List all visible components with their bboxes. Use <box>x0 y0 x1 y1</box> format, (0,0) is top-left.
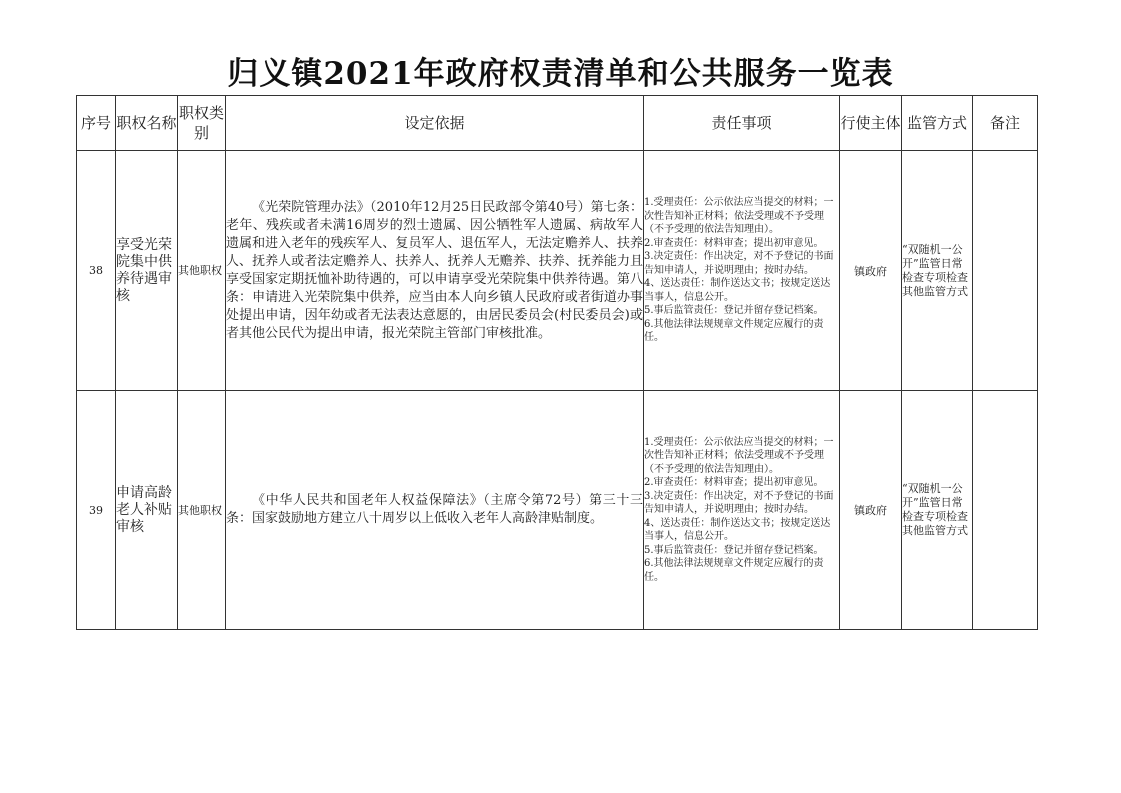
row-type: 其他职权 <box>178 151 226 391</box>
row-duties <box>644 151 840 391</box>
duty-item: 2.审查责任：材料审查；提出初审意见。 <box>644 477 824 489</box>
duty-item: 6.其他法律法规规章文件规定应履行的责任。 <box>644 318 824 344</box>
row-body: 镇政府 <box>840 391 902 630</box>
row-no: 39 <box>77 391 116 630</box>
table-row <box>77 151 1038 391</box>
header-name: 职权名称 <box>116 96 178 151</box>
duty-item: 5.事后监管责任：登记并留存登记档案。 <box>644 305 824 317</box>
header-note: 备注 <box>973 96 1038 151</box>
table-header-row <box>77 96 1038 151</box>
row-supervision: “双随机一公开”监管日常检查专项检查其他监管方式 <box>902 391 973 630</box>
duty-item: 3.决定责任：作出决定，对不予登记的书面告知申请人，并说明理由；按时办结。 <box>644 490 834 516</box>
duty-item: 5.事后监管责任：登记并留存登记档案。 <box>644 544 824 556</box>
row-note <box>973 391 1038 630</box>
row-type: 其他职权 <box>178 391 226 630</box>
row-basis: 《光荣院管理办法》（2010年12月25日民政部令第40号）第七条：老年、残疾或者未满16周岁的烈士遗属、因公牺牲军人遗属、病故军人遗属和进入老年的残疾军人、复员军人、退伍军人，无法定赡养人、扶养人、抚养人或者法定赡养人、扶养人、抚养人无赡养、扶养、抚养能力且享受国家定期抚恤补助待遇的，可以申请享受光荣院集中供养待遇。第八条：申请进入光荣院集中供养，应当由本人向乡镇人民政府或者街道办事处提出申请，因年幼或者无法表达意愿的，由居民委员会(村民委员会)或者其他公民代为提出申请，报光荣院主管部门审核批准。 <box>226 151 644 391</box>
duty-item: 6.其他法律法规规章文件规定应履行的责任。 <box>644 558 824 583</box>
duty-item: 2.审查责任：材料审查；提出初审意见。 <box>644 237 824 249</box>
row-no: 38 <box>77 151 116 391</box>
header-duty: 责任事项 <box>644 96 840 151</box>
header-type: 职权类别 <box>178 96 226 151</box>
duty-item: 3.决定责任：作出决定，对不予登记的书面告知申请人，并说明理由；按时办结。 <box>644 251 834 276</box>
duty-item: 4、送达责任：制作送达文书；按规定送达当事人，信息公开。 <box>644 278 831 303</box>
header-no: 序号 <box>77 96 116 151</box>
duty-item: 1.受理责任：公示依法应当提交的材料；一次性告知补正材料；依法受理或不予受理（不予受理的依法告知理由）。 <box>644 197 834 236</box>
row-body: 镇政府 <box>840 151 902 391</box>
row-name: 享受光荣院集中供养待遇审核 <box>116 151 178 391</box>
duty-item: 1.受理责任：公示依法应当提交的材料；一次性告知补正材料；依法受理或不予受理（不予受理的依法告知理由）。 <box>644 436 834 475</box>
power-list-table <box>76 95 1038 630</box>
page-title: 归义镇2021年政府权责清单和公共服务一览表 <box>227 56 894 92</box>
duty-item: 4、送达责任：制作送达文书；按规定送达当事人，信息公开。 <box>644 517 831 543</box>
row-duties <box>644 391 840 630</box>
header-supervision: 监管方式 <box>902 96 973 151</box>
row-basis: 《中华人民共和国老年人权益保障法》（主席令第72号）第三十三条：国家鼓励地方建立八十周岁以上低收入老年人高龄津贴制度。 <box>226 391 644 630</box>
row-note <box>973 151 1038 391</box>
row-name: 申请高龄老人补贴审核 <box>116 391 178 630</box>
table-row <box>77 391 1038 630</box>
header-body: 行使主体 <box>840 96 902 151</box>
header-basis: 设定依据 <box>226 96 644 151</box>
row-supervision: “双随机一公开”监管日常检查专项检查其他监管方式 <box>902 151 973 391</box>
